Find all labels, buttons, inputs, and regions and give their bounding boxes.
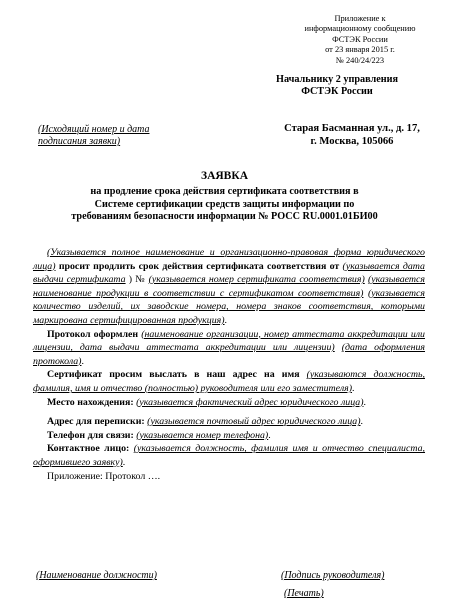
placeholder-product-name: (указывается наименование продукции в соответствии с сертификатом соответствия) — [33, 274, 425, 299]
protocol-label: Протокол оформлен — [47, 328, 139, 340]
paragraph-location — [33, 396, 425, 410]
placeholder-cert-date: (указывается дата выдачи сертификата — [33, 260, 425, 286]
period: . — [360, 416, 363, 428]
annex-line: информационному сообщению — [304, 24, 416, 34]
period: . — [268, 429, 271, 441]
contact-label: Контактное лицо: — [47, 443, 130, 455]
annex-line: № 240/24/223 — [335, 55, 385, 65]
placeholder-lab: (наименование организации, номер аттестата аккредитации или лицензии, дата выдачи аттестата аккредитации или лицензии) — [33, 328, 425, 354]
spacer — [335, 342, 342, 353]
send-label: Сертификат просим выслать в наш адрес на имя — [47, 369, 300, 381]
location-label: Место нахождения: — [47, 396, 134, 408]
outgoing-note-line: подписания заявки) — [38, 136, 121, 147]
document-title: ЗАЯВКА — [201, 170, 248, 182]
period: . — [363, 396, 366, 408]
annex-note — [300, 14, 420, 66]
signature-line: (Подпись руководителя) — [281, 570, 385, 581]
placeholder-postal: (указывается почтовый адрес юридического лица) — [147, 416, 361, 428]
request-text: просит продлить срок действия сертификата соответствия от — [55, 260, 343, 272]
addressee-line: ФСТЭК России — [301, 86, 373, 98]
placeholder-cert-number: (указывается номер сертификата соответствия) — [148, 274, 365, 286]
outgoing-note-line: (Исходящий номер и дата — [38, 124, 150, 135]
subtitle-line: Системе сертификации средств защиты информации по — [94, 198, 355, 210]
period: . — [81, 355, 84, 367]
annex-line: ФСТЭК России — [332, 34, 388, 44]
postal-label: Адрес для переписки: — [47, 416, 145, 428]
phone-label: Телефон для связи: — [47, 429, 134, 441]
placeholder-product-quantity: (указывается количество изделий, их заводские номера, номера знаков соответствия, которыми маркирована сертифицированная продукция) — [33, 287, 426, 326]
placeholder-organization: (Указывается полное наименование и организационно-правовая форма юридического лица) — [33, 247, 425, 272]
addressee — [240, 74, 434, 98]
paragraph-protocol — [33, 328, 425, 369]
placeholder-protocol-date: (дата оформления протокола) — [33, 342, 426, 367]
paragraph-phone — [33, 429, 425, 443]
paragraph-send — [33, 368, 425, 395]
period: . — [122, 456, 126, 468]
paragraph-attachment: Приложение: Протокол …. — [47, 470, 161, 482]
address-line: Старая Басманная ул., д. 17, — [284, 123, 420, 134]
stamp-line: (Печать) — [284, 588, 324, 599]
period: . — [224, 314, 228, 326]
subtitle-line: требованиям безопасности информации № РОСС RU.0001.01БИ00 — [71, 211, 378, 223]
spacer — [300, 369, 307, 380]
addressee-line: Начальнику 2 управления — [276, 74, 398, 85]
paragraph-contact — [33, 442, 425, 469]
position-title-line: (Наименование должности) — [36, 570, 157, 581]
address-line: г. Москва, 105066 — [310, 136, 394, 147]
application-body — [33, 246, 425, 483]
placeholder-contact: (указывается должность, фамилия имя и отчество специалиста, оформившего заявку) — [33, 443, 426, 468]
addressee-address — [262, 122, 442, 148]
placeholder-location: (указывается фактический адрес юридического лица) — [136, 396, 364, 408]
placeholder-recipient: (указываются должность, фамилия, имя и отчество (полностью) руководителя или его заместителя) — [33, 369, 425, 394]
annex-line: от 23 января 2015 г. — [325, 45, 395, 55]
outgoing-number-note — [38, 124, 149, 148]
annex-line: Приложение к — [334, 14, 386, 23]
period: . — [352, 382, 355, 394]
number-sign: ) № — [125, 274, 149, 286]
placeholder-phone: (указывается номер телефона) — [136, 429, 269, 441]
paragraph-postal — [33, 415, 425, 429]
document-subtitle — [40, 186, 409, 224]
subtitle-line: на продление срока действия сертификата соответствия в — [90, 186, 359, 197]
paragraph-request — [33, 246, 425, 328]
